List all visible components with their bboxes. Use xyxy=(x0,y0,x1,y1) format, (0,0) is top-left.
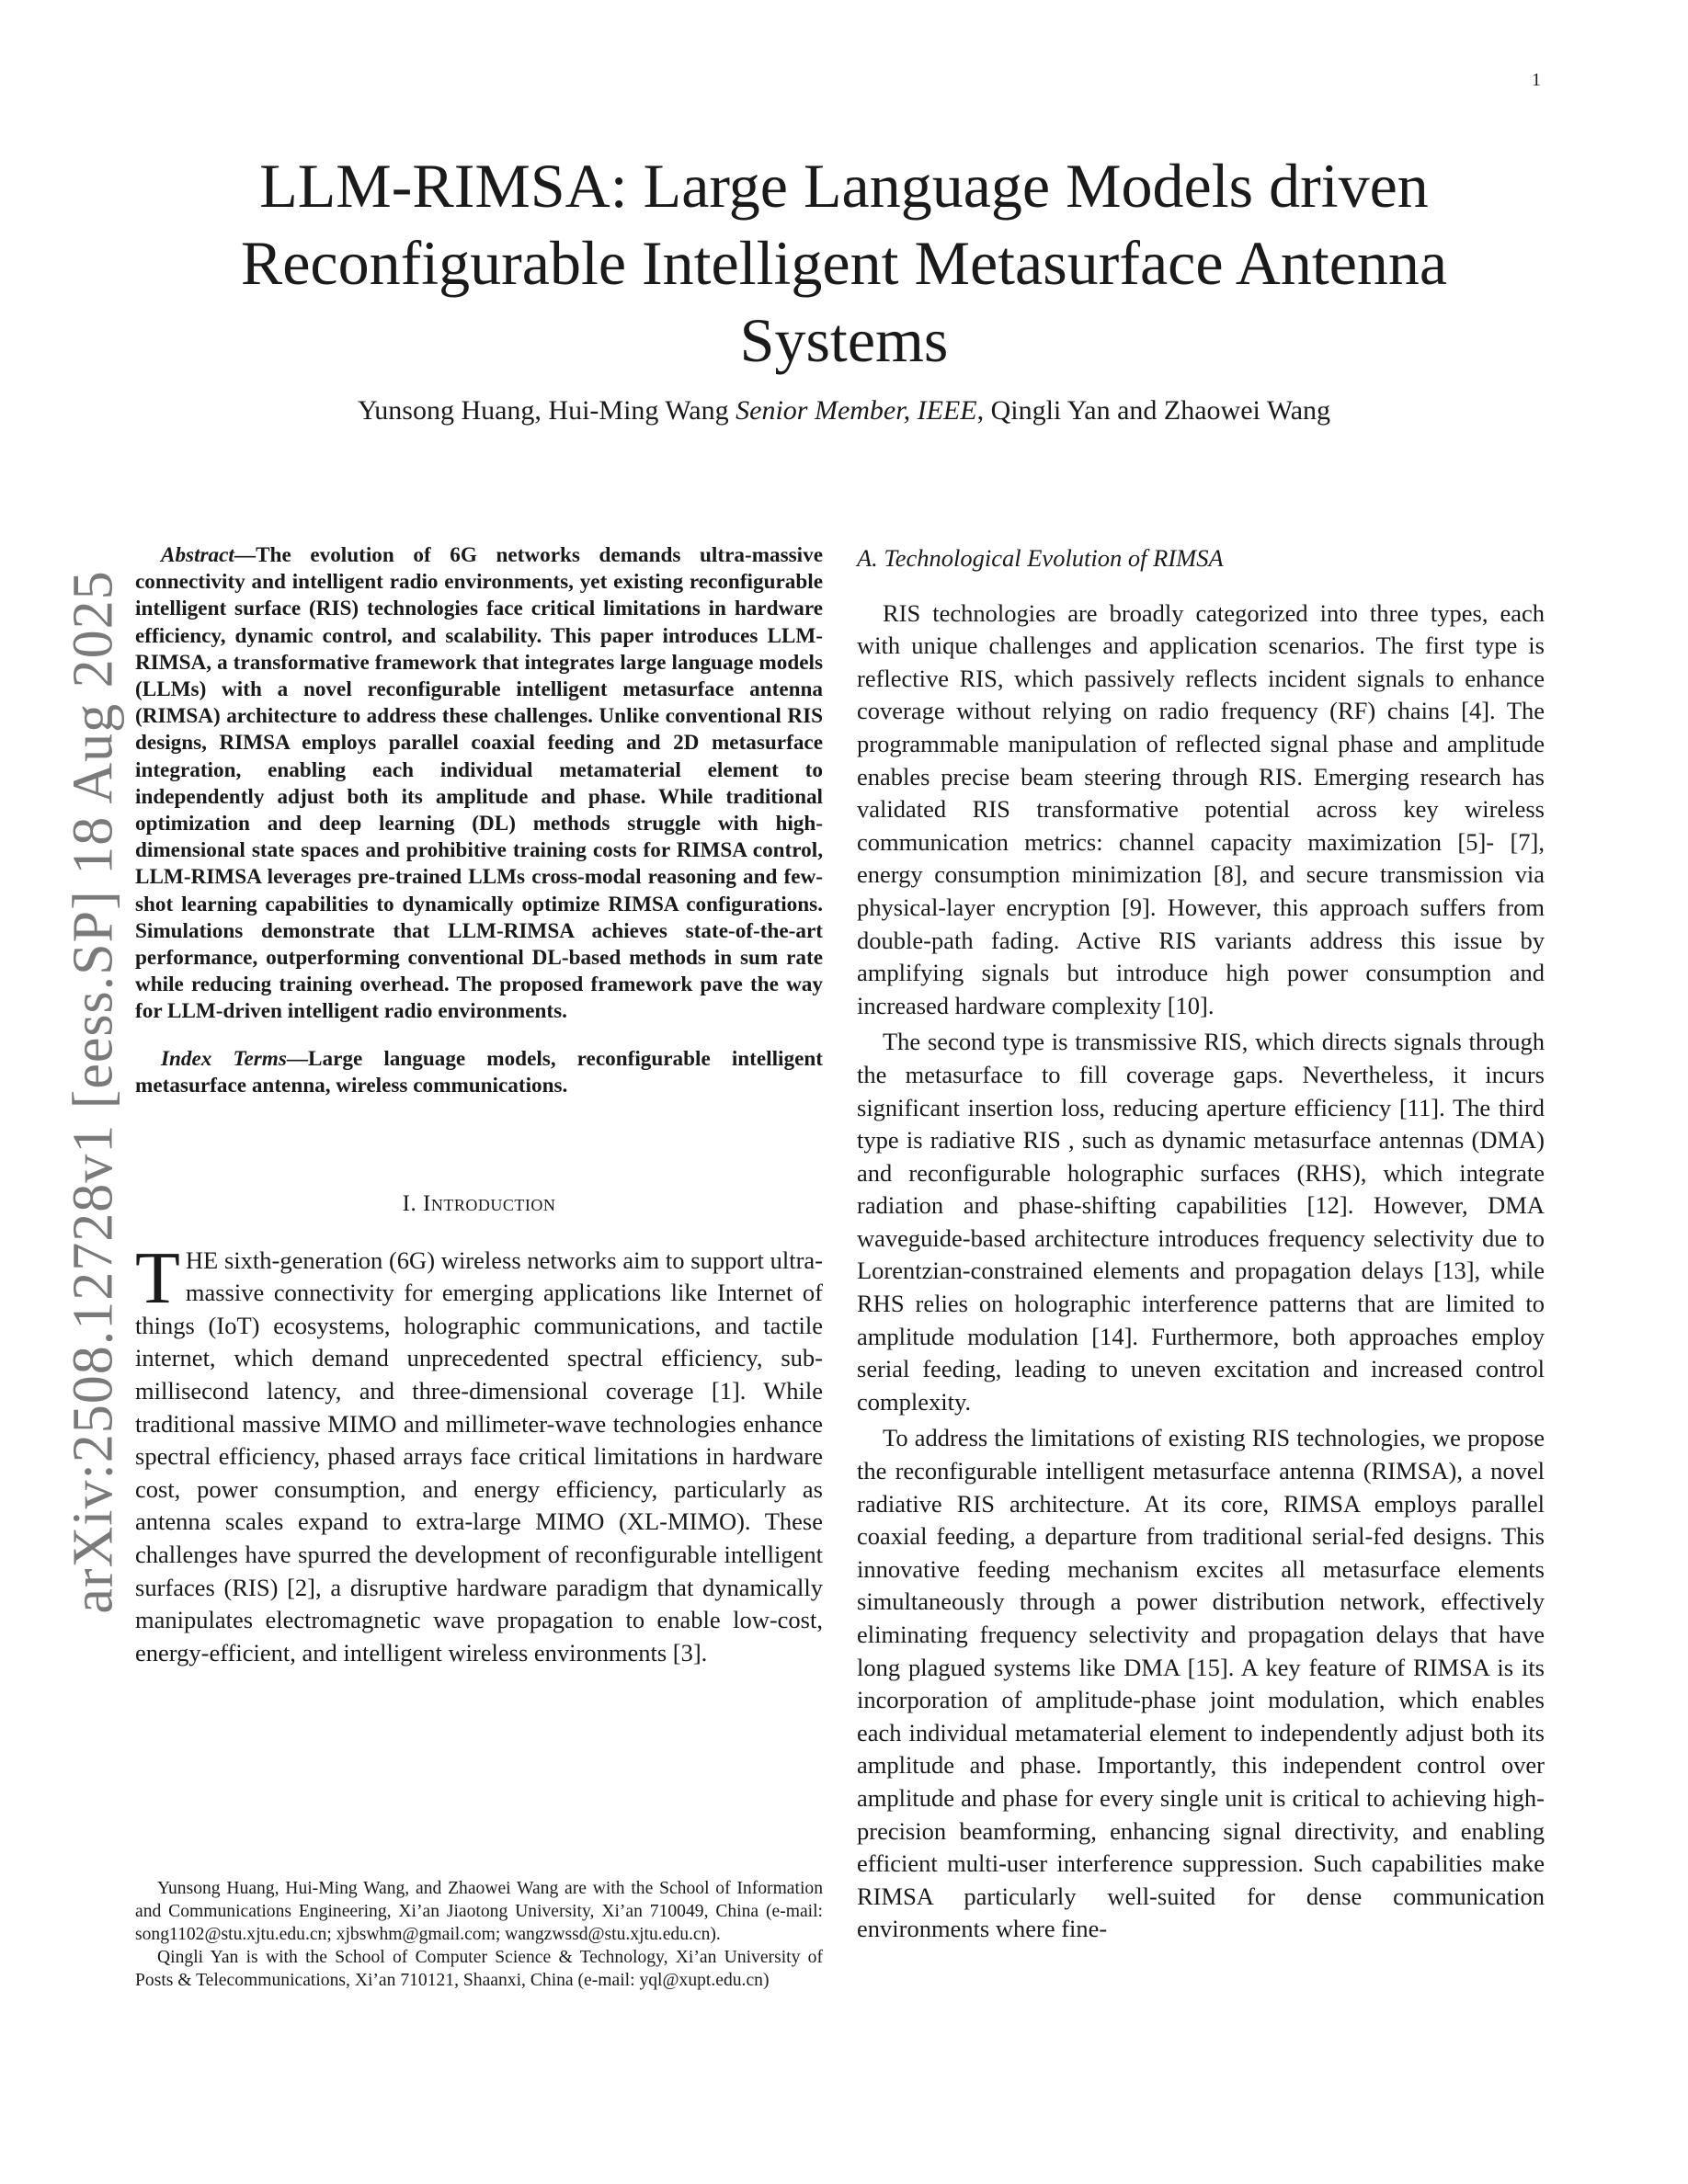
index-terms-text: —Large language models, reconfigurable intelligent metasurface antenna, wireless communications. xyxy=(135,1046,824,1098)
section-heading-introduction xyxy=(135,1188,823,1221)
intro-paragraph xyxy=(135,1237,823,1670)
page-number: 1 xyxy=(1532,70,1541,90)
index-terms-label: Index Terms xyxy=(161,1046,287,1071)
author-names-rest: , Qingli Yan and Zhaowei Wang xyxy=(976,395,1331,426)
right-column xyxy=(857,542,1545,1946)
index-terms xyxy=(135,1046,823,1099)
section-number: I. xyxy=(402,1191,423,1217)
arxiv-identifier-stamp: arXiv:2508.12728v1 [eess.SP] 18 Aug 2025 xyxy=(62,570,125,1614)
section-title: Introduction xyxy=(423,1191,556,1217)
footnote-affiliation-2: Qingli Yan is with the School of Computer Science & Technology, Xi’an University of Posts & Telecommunications, Xi’an 710121, Shaanxi, China (e-mail: yql@xupt.edu.cn) xyxy=(135,1948,823,1990)
author-role: Senior Member, IEEE xyxy=(736,395,977,426)
body-paragraph: RIS technologies are broadly categorized into three types, each with unique challenges and application scenarios. The first type is reflective RIS, which passively reflects incident signals to enhance coverage without relying on radio frequency (RF) chains [4]. The programmable manipulation of reflected signal phase and amplitude enables precise beam steering through RIS. Emerging research has validated RIS transformative potential across key wireless communication metrics: channel capacity maximization [5]- [7], energy consumption minimization [8], and secure transmission via physical-layer encryption [9]. However, this approach suffers from double-path fading. Active RIS variants address this issue by amplifying signals but introduce high power consumption and increased hardware complexity [10]. xyxy=(857,598,1545,1019)
abstract xyxy=(135,542,823,1026)
body-paragraph: To address the limitations of existing RIS technologies, we propose the reconfigurable intelligent metasurface antenna (RIMSA), a novel radiative RIS architecture. At its core, RIMSA employs parallel coaxial feeding, a departure from traditional serial-fed designs. This innovative feeding mechanism excites all metasurface elements simultaneously through a power distribution network, effectively eliminating frequency selectivity and propagation delays that have long plagued systems like DMA [15]. A key feature of RIMSA is its incorporation of amplitude-phase joint modulation, which enables each individual metamaterial element to independently adjust both its amplitude and phase. Importantly, this independent control over amplitude and phase for every single unit is critical to achieving high-precision beamforming, enhancing signal directivity, and enabling efficient multi-user interference suppression. Such capabilities make RIMSA particularly well-suited for dense communication environments where fine- xyxy=(857,1424,1545,1943)
drop-cap: T xyxy=(135,1237,180,1319)
subsection-heading: A. Technological Evolution of RIMSA xyxy=(857,544,1224,572)
author-names-first: Yunsong Huang, Hui-Ming Wang xyxy=(357,395,736,426)
abstract-label: Abstract xyxy=(161,543,234,567)
left-column xyxy=(135,542,823,1669)
intro-text: HE sixth-generation (6G) wireless networks aim to support ultra-massive connectivity for emerging applications like Internet of things (IoT) ecosystems, holographic communications, and tactile internet, which demand unprecedented spectral efficiency, sub-millisecond latency, and three-dimensional coverage [1]. While traditional massive MIMO and millimeter-wave technologies enhance spectral efficiency, phased arrays face critical limitations in hardware cost, power consumption, and energy efficiency, particularly as antenna scales expand to extra-large MIMO (XL-MIMO). These challenges have spurred the development of reconfigurable intelligent surfaces (RIS) [2], a disruptive hardware paradigm that dynamically manipulates electromagnetic wave propagation to enable low-cost, energy-efficient, and intelligent wireless environments [3]. xyxy=(135,1246,823,1666)
author-line xyxy=(138,395,1550,427)
abstract-text: —The evolution of 6G networks demands ultra-massive connectivity and intelligent radio environments, yet existing reconfigurable intelligent surface (RIS) technologies face critical limitations in hardware efficiency, dynamic control, and scalability. This paper introduces LLM-RIMSA, a transformative framework that integrates large language models (LLMs) with a novel reconfigurable intelligent metasurface antenna (RIMSA) architecture to address these challenges. Unlike conventional RIS designs, RIMSA employs parallel coaxial feeding and 2D metasurface integration, enabling each individual metamaterial element to independently adjust both its amplitude and phase. While traditional optimization and deep learning (DL) methods struggle with high-dimensional state spaces and prohibitive training costs for RIMSA control, LLM-RIMSA leverages pre-trained LLMs cross-modal reasoning and few-shot learning capabilities to dynamically optimize RIMSA configurations. Simulations demonstrate that LLM-RIMSA achieves state-of-the-art performance, outperforming conventional DL-based methods in sum rate while reducing training overhead. The proposed framework pave the way for LLM-driven intelligent radio environments. xyxy=(135,543,823,1024)
footnote-affiliation-1: Yunsong Huang, Hui-Ming Wang, and Zhaowei Wang are with the School of Information and Communications Engineering, Xi’an Jiaotong University, Xi’an 710049, China (e-mail: song1102@stu.xjtu.edu.cn; xjbswhm@gmail.com; wangzwssd@stu.xjtu.edu.cn). xyxy=(135,1879,823,1944)
body-paragraph: The second type is transmissive RIS, which directs signals through the metasurface to fill coverage gaps. Nevertheless, it incurs significant insertion loss, reducing aperture efficiency [11]. The third type is radiative RIS , such as dynamic metasurface antennas (DMA) and reconfigurable holographic surfaces (RHS), which integrate radiation and phase-shifting capabilities [12]. However, DMA waveguide-based architecture introduces frequency selectivity due to Lorentzian-constrained elements and propagation delays [13], while RHS relies on holographic interference patterns that are limited to amplitude modulation [14]. Furthermore, both approaches employ serial feeding, leading to uneven excitation and increased control complexity. xyxy=(857,1028,1545,1416)
paper-title: LLM-RIMSA: Large Language Models driven Reconfigurable Intelligent Metasurface Antenna Systems xyxy=(240,151,1448,375)
author-footnotes xyxy=(135,1877,823,1992)
